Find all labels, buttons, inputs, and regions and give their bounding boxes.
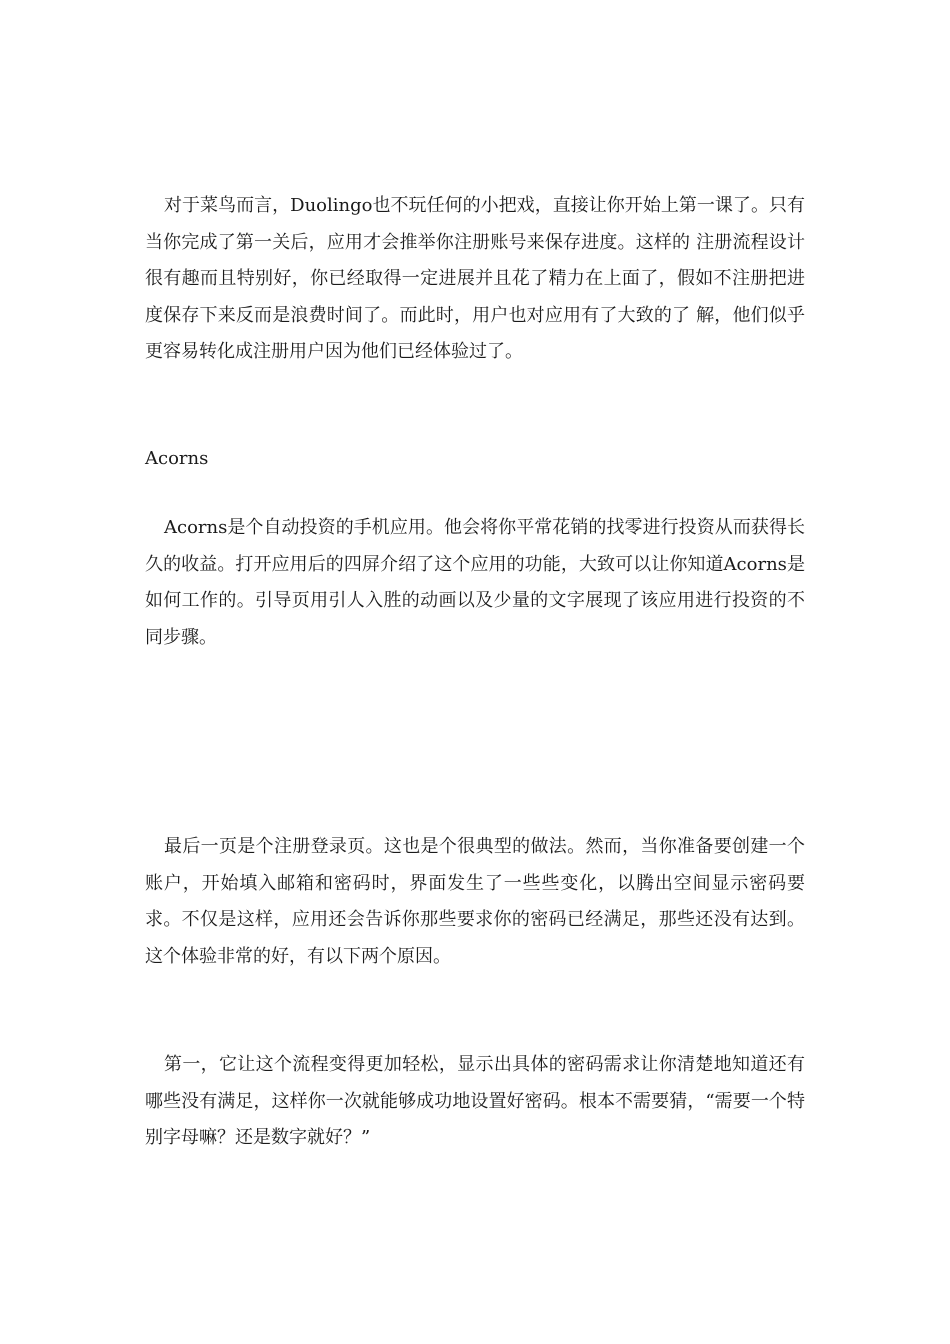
paragraph-first-reason: 第一，它让这个流程变得更加轻松，显示出具体的密码需求让你清楚地知道还有哪些没有满足，这样你一次就能够成功地设置好密码。根本不需要猜，“需要一个特别字母嘛？还是数字就好？”	[145, 1054, 805, 1148]
paragraph-signup-page: 最后一页是个注册登录页。这也是个很典型的做法。然而，当你准备要创建一个账户，开始填入邮箱和密码时，界面发生了一些些变化，以腾出空间显示密码要求。不仅是这样，应用还会告诉你那些要求你的密码已经满足，那些还没有达到。这个体验非常的好，有以下两个原因。	[145, 836, 805, 967]
section-heading-acorns: Acorns	[145, 448, 209, 469]
paragraph-duolingo: 对于菜鸟而言，Duolingo也不玩任何的小把戏，直接让你开始上第一课了。只有当你完成了第一关后，应用才会推举你注册账号来保存进度。这样的 注册流程设计很有趣而且特别好，你已经取得一定进展并且花了精力在上面了，假如不注册把进度保存下来反而是浪费时间了。而此时，用户也对应用有了大致的了 解，他们似乎更容易转化成注册用户因为他们已经体验过了。	[145, 195, 805, 362]
paragraph-acorns-intro: Acorns是个自动投资的手机应用。他会将你平常花销的找零进行投资从而获得长久的收益。打开应用后的四屏介绍了这个应用的功能，大致可以让你知道Acorns是如何工作的。引导页用引人入胜的动画以及少量的文字展现了该应用进行投资的不同步骤。	[145, 517, 805, 648]
